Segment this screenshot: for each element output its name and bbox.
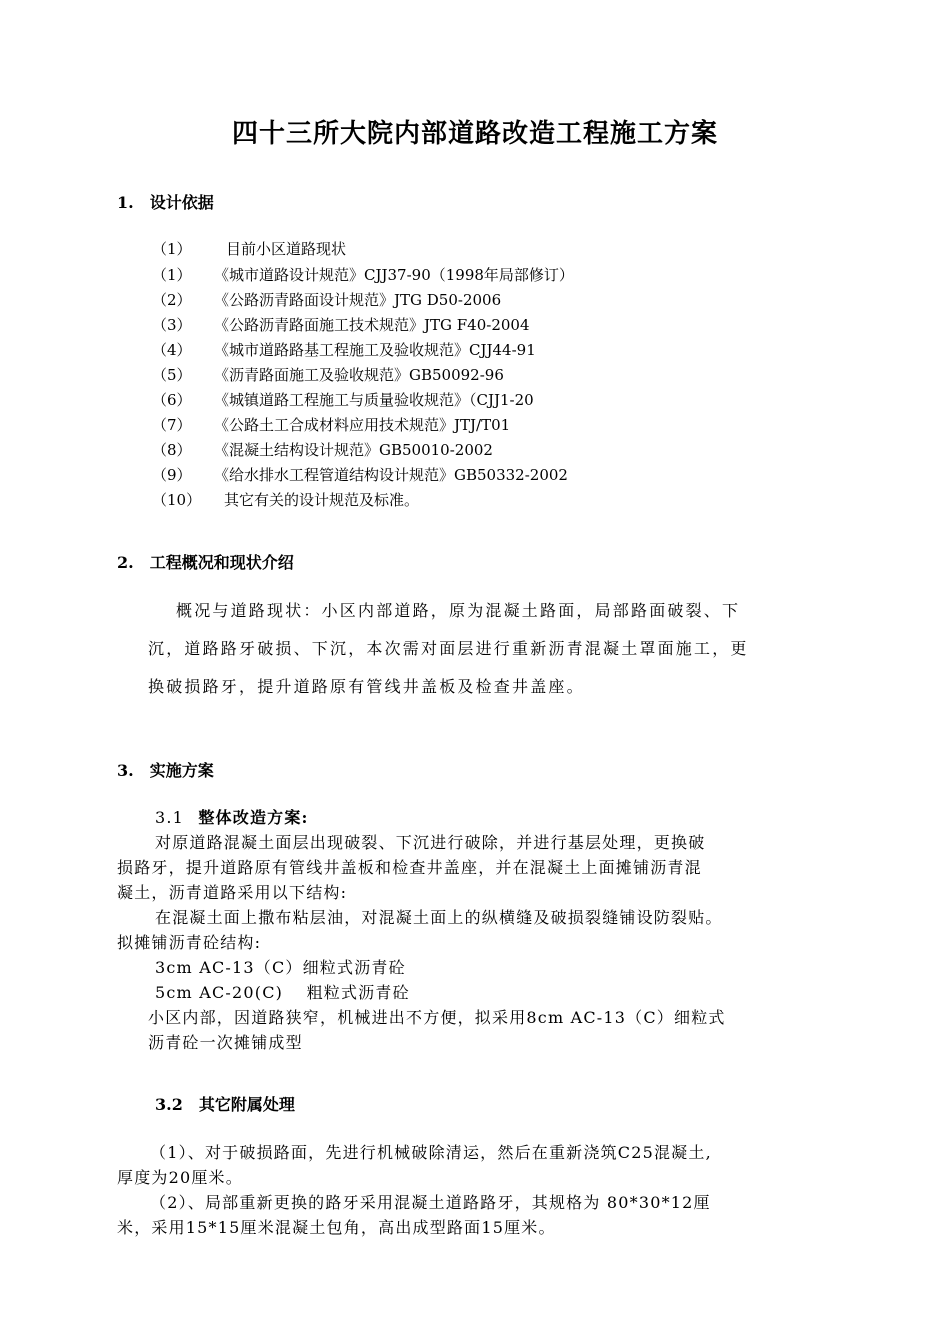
ancillary-paragraph-line: （2）、局部重新更换的路牙采用混凝土道路路牙，其规格为 80*30*12厘 <box>150 1193 711 1212</box>
reference-item <box>152 414 510 435</box>
plan-paragraph-line: 凝土，沥青道路采用以下结构: <box>117 883 348 902</box>
structure-layer-line: 3cm AC-13（C）细粒式沥青砼 <box>155 958 406 977</box>
reference-number: （1） <box>152 266 192 284</box>
plan-paragraph-line: 小区内部，因道路狭窄，机械进出不方便，拟采用8cm AC-13（C）细粒式 <box>148 1008 726 1027</box>
section-1-heading: 1. 设计依据 <box>117 193 214 212</box>
reference-text: 《公路沥青路面设计规范》JTG D50-2006 <box>214 291 502 309</box>
reference-number: （7） <box>152 416 192 434</box>
plan-paragraph-line: 损路牙，提升道路原有管线井盖板和检查井盖座，并在混凝土上面摊铺沥青混 <box>117 858 702 877</box>
subsection-title: 整体改造方案: <box>198 808 309 827</box>
reference-text: 目前小区道路现状 <box>226 240 347 258</box>
reference-text: 《给水排水工程管道结构设计规范》GB50332-2002 <box>214 466 568 484</box>
reference-item <box>152 364 504 385</box>
reference-text: 《城市道路设计规范》CJJ37-90（1998年局部修订） <box>214 266 574 284</box>
reference-item <box>152 289 501 310</box>
subsection-3-1-heading <box>155 805 309 828</box>
reference-number: （8） <box>152 441 192 459</box>
reference-text: 《混凝土结构设计规范》GB50010-2002 <box>214 441 493 459</box>
ancillary-paragraph-line: （1）、对于破损路面，先进行机械破除清运，然后在重新浇筑C25混凝土, <box>150 1143 712 1162</box>
reference-number: （5） <box>152 366 192 384</box>
reference-item <box>152 238 346 259</box>
overview-paragraph-line: 概况与道路现状：小区内部道路，原为混凝土路面，局部路面破裂、下 <box>176 601 741 620</box>
reference-item <box>152 439 493 460</box>
reference-number: （9） <box>152 466 192 484</box>
overview-paragraph-line: 换破损路牙，提升道路原有管线井盖板及检查井盖座。 <box>148 677 585 696</box>
reference-item <box>152 389 534 410</box>
ancillary-paragraph-line: 米，采用15*15厘米混凝土包角，高出成型路面15厘米。 <box>117 1218 556 1237</box>
plan-paragraph-line: 拟摊铺沥青砼结构: <box>117 933 262 952</box>
ancillary-paragraph-line: 厚度为20厘米。 <box>117 1168 243 1187</box>
overview-paragraph-line: 沉，道路路牙破损、下沉，本次需对面层进行重新沥青混凝土罩面施工，更 <box>148 639 749 658</box>
reference-text: 其它有关的设计规范及标准。 <box>224 491 420 509</box>
reference-item <box>152 464 568 485</box>
reference-text: 《公路土工合成材料应用技术规范》JTJ/T01 <box>214 416 511 434</box>
reference-number: （2） <box>152 291 192 309</box>
plan-paragraph-line: 在混凝土面上撒布粘层油，对混凝土面上的纵横缝及破损裂缝铺设防裂贴。 <box>155 908 723 927</box>
section-2-heading: 2. 工程概况和现状介绍 <box>117 553 294 572</box>
reference-item <box>152 264 574 285</box>
subsection-number: 3.1 <box>155 808 185 827</box>
structure-layer-line: 5cm AC-20(C) 粗粒式沥青砼 <box>155 983 410 1002</box>
reference-text: 《城镇道路工程施工与质量验收规范》（CJJ1-20 <box>214 391 534 409</box>
reference-item <box>152 489 419 510</box>
reference-text: 《沥青路面施工及验收规范》GB50092-96 <box>214 366 504 384</box>
reference-text: 《城市道路路基工程施工及验收规范》CJJ44-91 <box>214 341 536 359</box>
reference-number: （4） <box>152 341 192 359</box>
section-3-heading: 3. 实施方案 <box>117 761 214 780</box>
document-title: 四十三所大院内部道路改造工程施工方案 <box>231 119 718 149</box>
reference-item <box>152 339 536 360</box>
reference-number: （1） <box>152 240 192 258</box>
reference-item <box>152 314 530 335</box>
plan-paragraph-line: 对原道路混凝土面层出现破裂、下沉进行破除，并进行基层处理，更换破 <box>155 833 706 852</box>
subsection-3-2-heading: 3.2 其它附属处理 <box>155 1095 295 1114</box>
reference-number: （6） <box>152 391 192 409</box>
plan-paragraph-line: 沥青砼一次摊铺成型 <box>148 1033 303 1052</box>
reference-number: （10） <box>152 491 202 509</box>
reference-text: 《公路沥青路面施工技术规范》JTG F40-2004 <box>214 316 530 334</box>
reference-number: （3） <box>152 316 192 334</box>
